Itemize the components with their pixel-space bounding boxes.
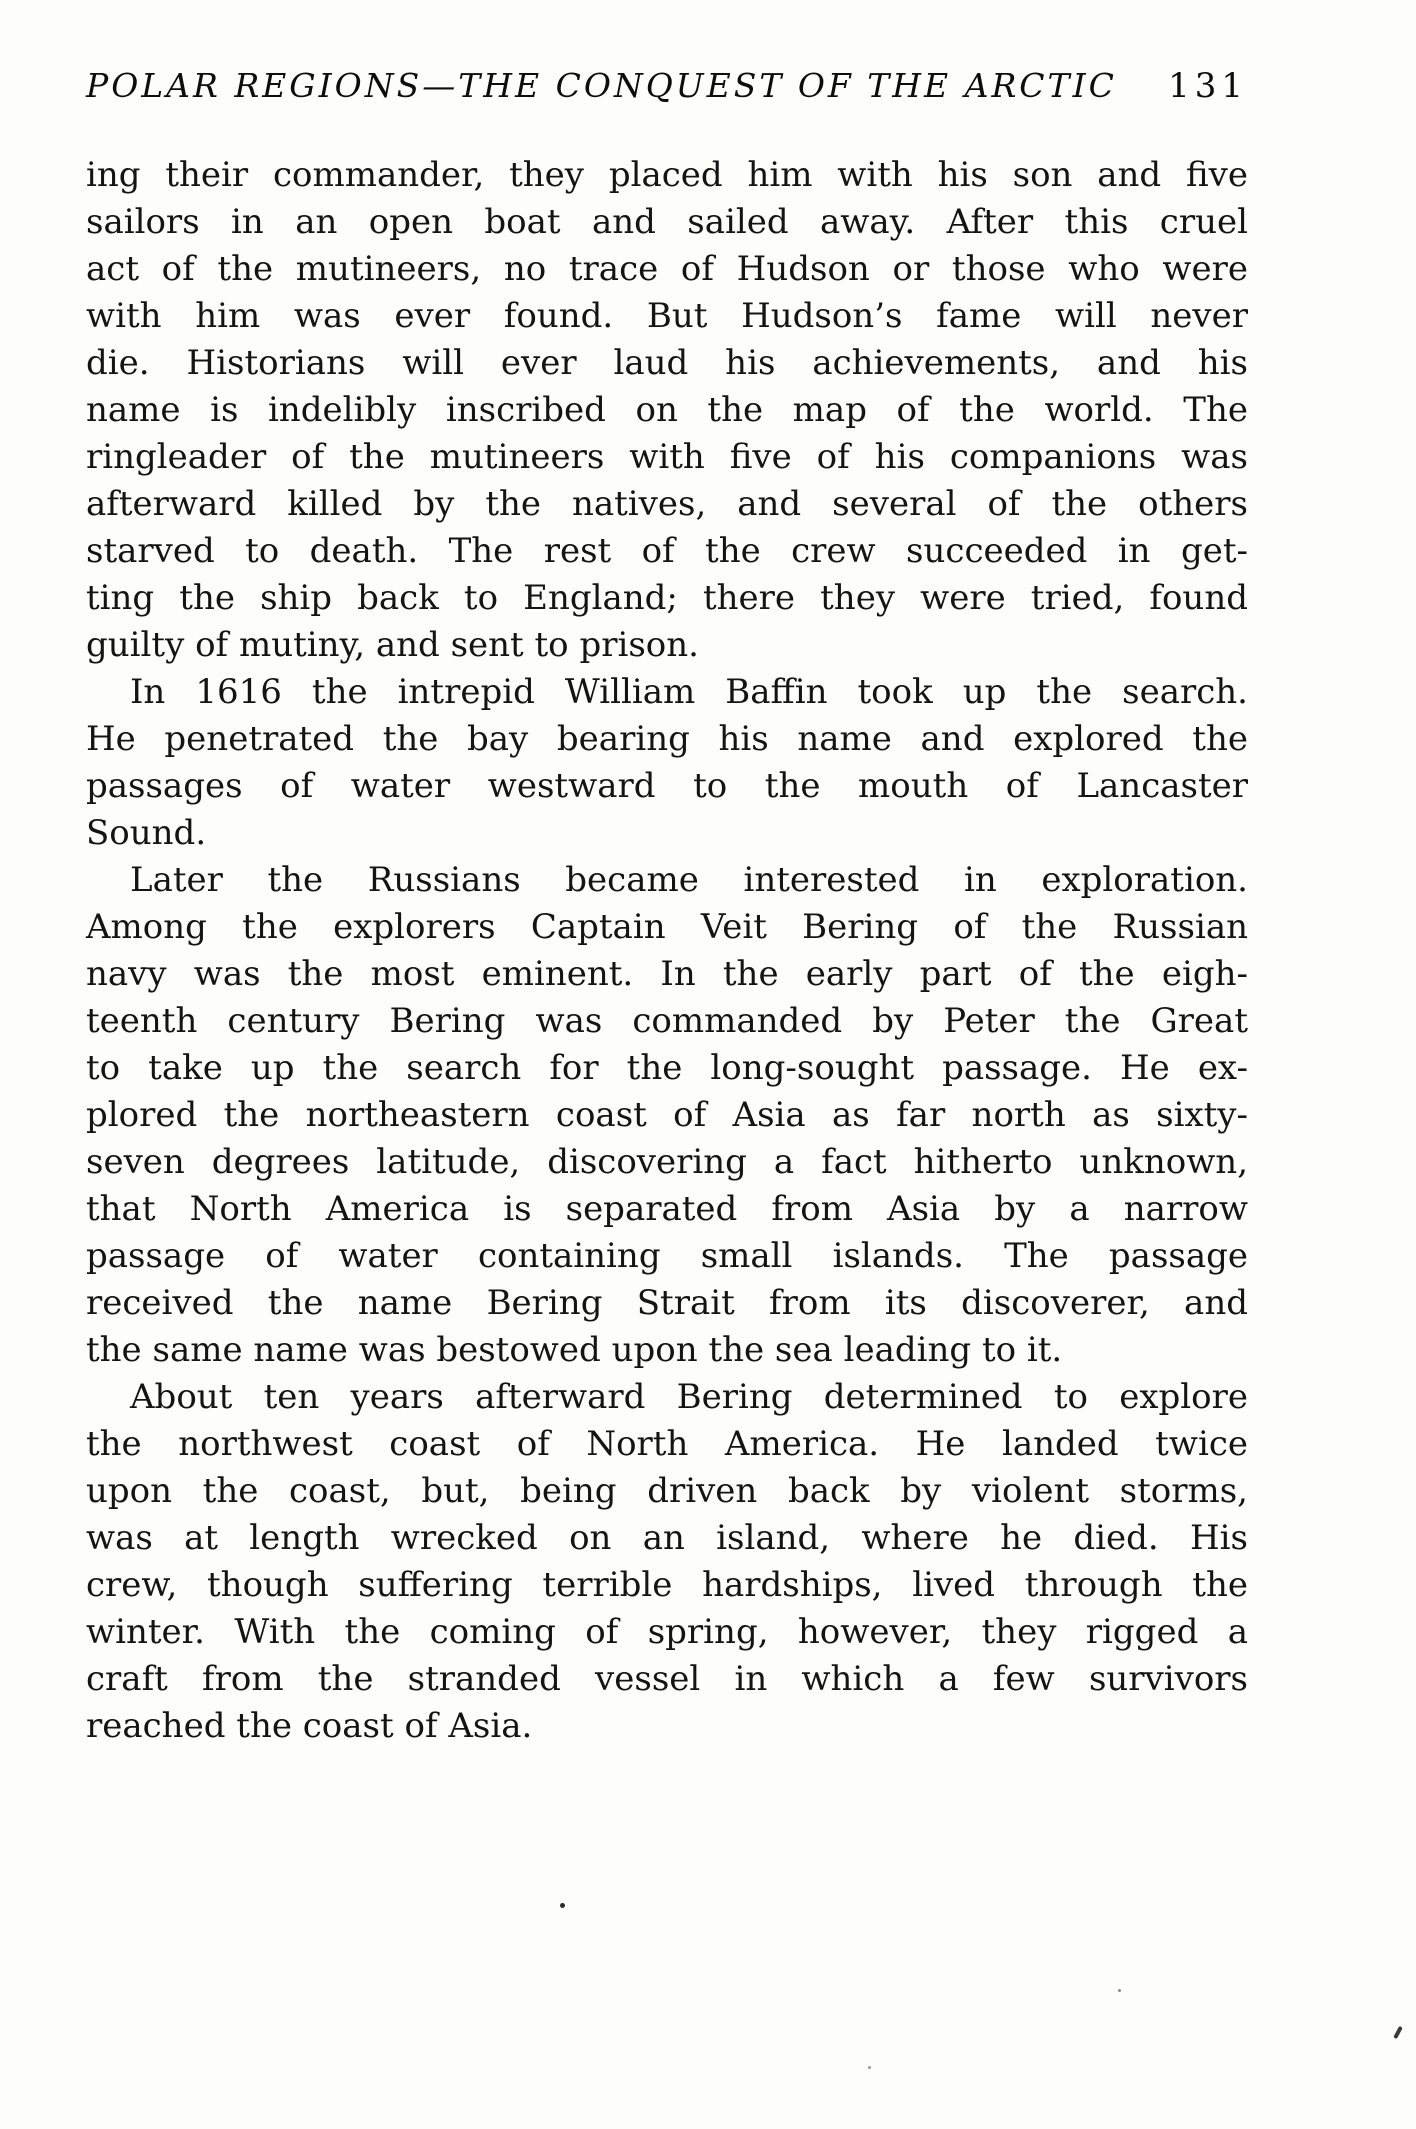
text-line: seven degrees latitude, discovering a fact hitherto unknown, (86, 1142, 1248, 1182)
text-line: In 1616 the intrepid William Baffin took up the search. (130, 672, 1248, 712)
text-line: upon the coast, but, being driven back by violent storms, (86, 1471, 1248, 1511)
text-line: sailors in an open boat and sailed away. After this cruel (86, 202, 1248, 242)
scan-artifact-dot (1118, 1989, 1121, 1992)
text-line: navy was the most eminent. In the early part of the eigh- (86, 954, 1248, 994)
text-line: winter. With the coming of spring, however, they rigged a (86, 1612, 1248, 1652)
scan-artifact-dot (560, 1903, 565, 1908)
text-line: passages of water westward to the mouth of Lancaster (86, 766, 1248, 806)
text-line: to take up the search for the long-sought passage. He ex- (86, 1048, 1248, 1088)
paragraph (86, 152, 1248, 669)
text-line: act of the mutineers, no trace of Hudson or those who were (86, 249, 1248, 289)
paragraph (86, 857, 1248, 1374)
text-line: with him was ever found. But Hudson’s fame will never (86, 296, 1248, 336)
text-line: the northwest coast of North America. He landed twice (86, 1424, 1248, 1464)
text-line: was at length wrecked on an island, where he died. His (86, 1518, 1248, 1558)
scan-artifact-mark (1393, 2026, 1403, 2039)
text-line: He penetrated the bay bearing his name and explored the (86, 719, 1248, 759)
page-number: 131 (1168, 66, 1248, 106)
text-line: that North America is separated from Asia by a narrow (86, 1189, 1248, 1229)
text-line: starved to death. The rest of the crew succeeded in get- (86, 531, 1248, 571)
text-line: ringleader of the mutineers with five of his companions was (86, 437, 1248, 477)
text-line: crew, though suffering terrible hardships, lived through the (86, 1565, 1248, 1605)
body-text (86, 152, 1248, 1750)
text-line: guilty of mutiny, and sent to prison. (86, 625, 699, 665)
scan-artifact-dot (868, 2066, 871, 2069)
paragraph (86, 669, 1248, 857)
text-line: About ten years afterward Bering determined to explore (130, 1377, 1248, 1417)
running-header-title: POLAR REGIONS—THE CONQUEST OF THE ARCTIC (86, 66, 1117, 105)
text-line: the same name was bestowed upon the sea leading to it. (86, 1330, 1063, 1370)
text-line: plored the northeastern coast of Asia as far north as sixty- (86, 1095, 1248, 1135)
text-line: Among the explorers Captain Veit Bering of the Russian (86, 907, 1248, 947)
text-line: received the name Bering Strait from its discoverer, and (86, 1283, 1248, 1323)
text-line: Later the Russians became interested in exploration. (130, 860, 1248, 900)
running-header (86, 66, 1248, 106)
text-line: ting the ship back to England; there they were tried, found (86, 578, 1248, 618)
text-line: ing their commander, they placed him with his son and five (86, 155, 1248, 195)
text-line: passage of water containing small islands. The passage (86, 1236, 1248, 1276)
text-line: name is indelibly inscribed on the map of the world. The (86, 390, 1248, 430)
text-line: teenth century Bering was commanded by Peter the Great (86, 1001, 1248, 1041)
paragraph (86, 1374, 1248, 1750)
text-line: Sound. (86, 813, 207, 853)
text-line: craft from the stranded vessel in which a few survivors (86, 1659, 1248, 1699)
text-column (86, 66, 1248, 1750)
text-line: reached the coast of Asia. (86, 1706, 533, 1746)
text-line: die. Historians will ever laud his achievements, and his (86, 343, 1248, 383)
text-line: afterward killed by the natives, and several of the others (86, 484, 1248, 524)
